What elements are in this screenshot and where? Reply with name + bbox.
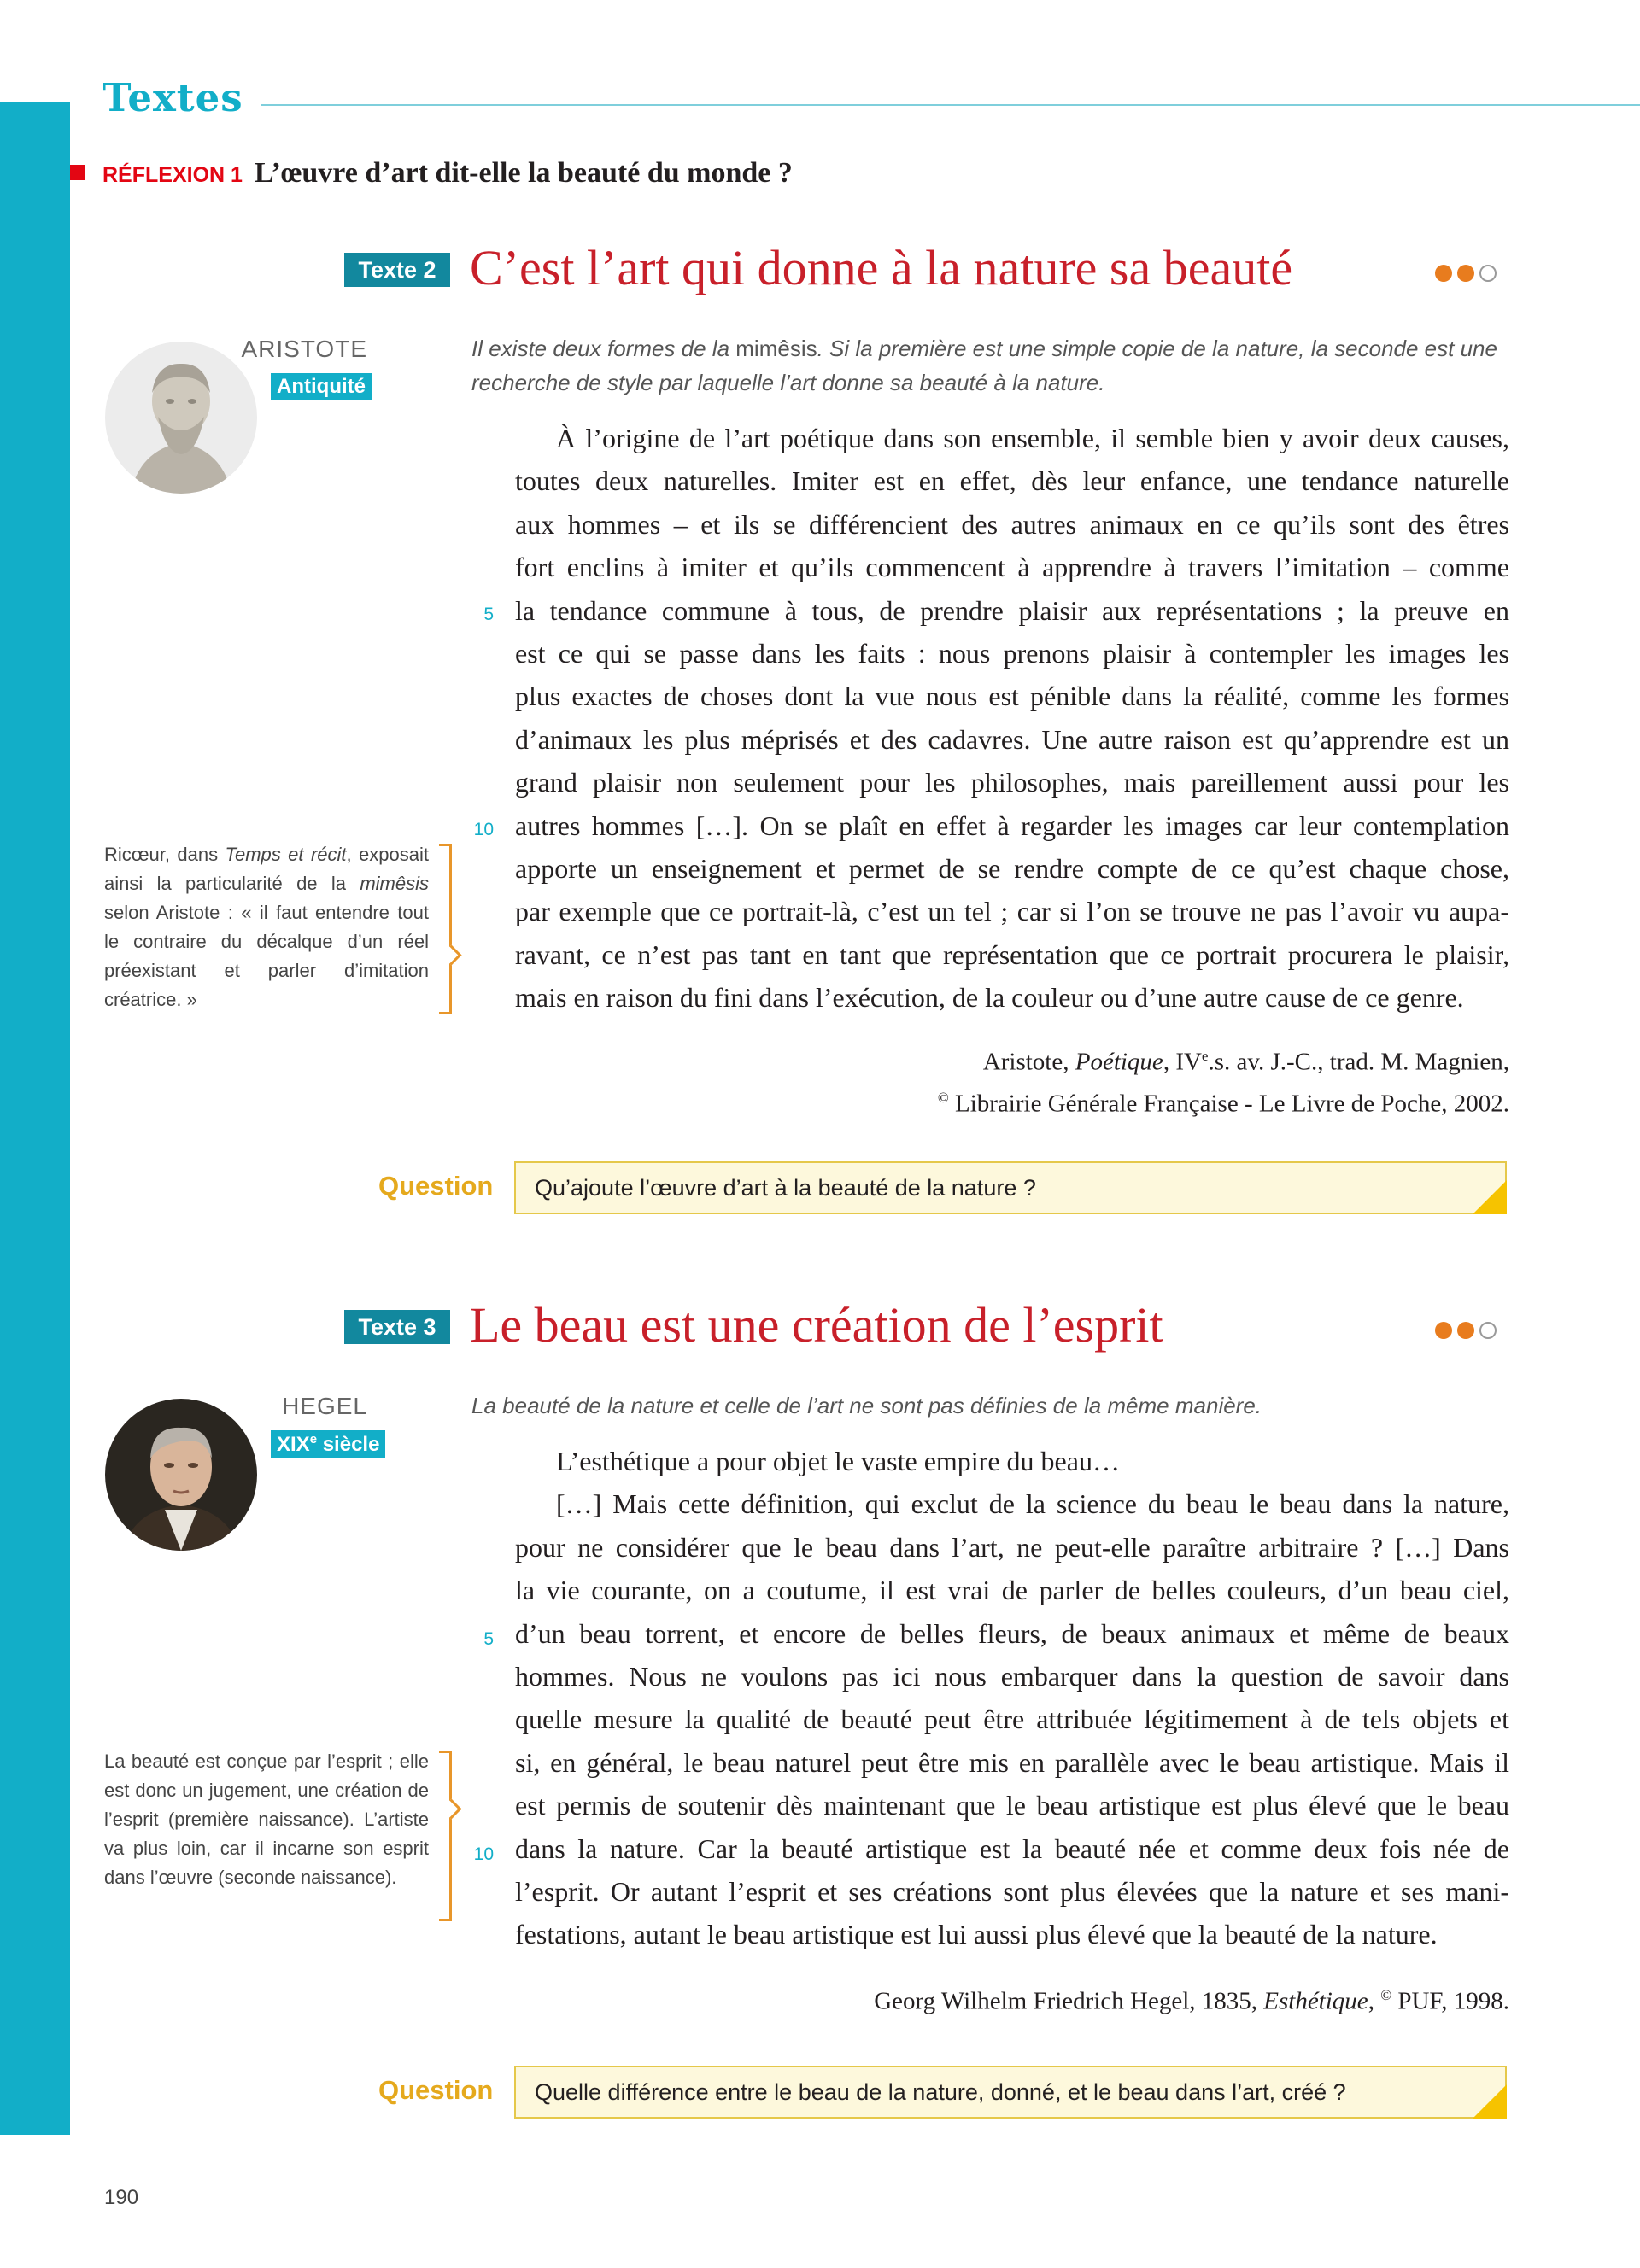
difficulty-dot-empty	[1479, 265, 1496, 282]
chapter-color-band	[0, 102, 70, 2135]
text-line: […] Mais cette définition, qui exclut de la science du beau le beau dans la nature,	[556, 1488, 1509, 1520]
note-work: Temps et récit	[225, 844, 347, 865]
difficulty-dot-empty	[1479, 1322, 1496, 1339]
texte-2-body	[515, 417, 1509, 1020]
text-line: ravant, ce n’est pas tant en tant que représentation que ce portrait procurera le plaisir,	[515, 938, 1509, 970]
note-text: selon Aristote : « il faut entendre tout le contraire du décalque d’un réel préexistant et parler d’imitation créatrice. »	[104, 902, 429, 1010]
texte-3-author: HEGEL	[282, 1393, 367, 1419]
line-number-5: 5	[483, 1629, 494, 1649]
reflexion-label: RÉFLEXION 1	[102, 163, 243, 187]
text-line: la vie courante, on a coutume, il est vrai de parler de belles couleurs, d’un beau ciel,	[515, 1575, 1509, 1606]
copyright-symbol: ©	[1380, 1987, 1392, 2003]
texte-2-author: ARISTOTE	[241, 336, 367, 362]
line-number-10: 10	[473, 1844, 494, 1864]
text-line: par exemple que ce portrait-là, c’est un tel ; car si l’on se trouve ne pas l’avoir vu aupa-	[515, 896, 1509, 927]
texte-3-badge: Texte 3	[344, 1310, 450, 1344]
text-line: autres hommes […]. On se plaît en effet à regarder les images car leur contemplation	[515, 810, 1509, 841]
text-line: pour ne considérer que le beau dans l’art, ne peut-elle paraître arbitraire ? […] Dans	[515, 1531, 1509, 1563]
text-line: aux hommes – et ils se différencient des autres animaux en ce qu’ils sont des êtres	[515, 508, 1509, 540]
question-text: Quelle différence entre le beau de la nature, donné, et le beau dans l’art, créé ?	[535, 2078, 1346, 2105]
texte-2-badge: Texte 2	[344, 253, 450, 287]
text-line: si, en général, le beau naturel peut être mis en parallèle avec le beau artistique. Mais il	[515, 1746, 1509, 1778]
period-suffix: siècle	[317, 1433, 380, 1456]
citation-work: Poétique	[1075, 1048, 1163, 1076]
aristote-portrait	[105, 342, 257, 494]
intro-text: . Si la première est une simple copie de la nature, la seconde est une recherche de style par laquelle l’art donne sa beauté à la nature.	[472, 336, 1497, 395]
text-line: quelle mesure la qualité de beauté peut être attribuée légitimement à de tels objets et	[515, 1704, 1509, 1735]
texte-3-margin-note: La beauté est conçue par l’esprit ; elle est donc un jugement, une création de l’esprit (première naissance). L’artiste va plus loin, car il incarne son esprit dans l’œuvre (seconde naissance).	[104, 1751, 429, 1888]
period-prefix: XIX	[277, 1433, 310, 1456]
citation-century-sup: e	[1201, 1048, 1209, 1064]
text-line: L’esthétique a pour objet le vaste empire du beau…	[556, 1446, 1120, 1476]
hegel-portrait	[105, 1399, 257, 1551]
citation-rest: .s. av. J.-C., trad. M. Magnien,	[1208, 1048, 1509, 1076]
citation-publisher: Librairie Générale Française - Le Livre de Poche, 2002.	[948, 1090, 1509, 1118]
text-line: mais en raison du fini dans l’exécution, de la couleur ou d’une autre cause de ce genre.	[515, 982, 1464, 1014]
question-text: Qu’ajoute l’œuvre d’art à la beauté de la nature ?	[535, 1174, 1036, 1201]
texte-3-period	[271, 1430, 385, 1458]
text-line: apporte un enseignement et permet de se rendre compte de ce qu’est chaque chose,	[515, 853, 1509, 885]
difficulty-dot-filled	[1457, 1322, 1474, 1339]
citation-work: Esthétique	[1263, 1987, 1368, 2015]
line-number-10: 10	[473, 820, 494, 839]
texte-2-citation	[938, 1038, 1509, 1121]
reflexion-title: L’œuvre d’art dit-elle la beauté du monde ?	[254, 157, 793, 189]
texte-2-title: C’est l’art qui donne à la nature sa beauté	[470, 240, 1293, 295]
text-line: la tendance commune à tous, de prendre plaisir aux représentations ; la preuve en	[515, 594, 1509, 626]
text-line: toutes deux naturelles. Imiter est en effet, dès leur enfance, une tendance naturelle	[515, 465, 1509, 497]
texte-3-citation	[874, 1978, 1509, 2020]
texte-2-period: Antiquité	[271, 373, 372, 400]
note-text: Ricœur, dans	[104, 844, 226, 865]
citation-publisher: PUF, 1998.	[1391, 1987, 1509, 2015]
note-term: mimêsis	[360, 873, 429, 894]
texte-3-question-box	[514, 2066, 1507, 2119]
text-line: d’un beau torrent, et encore de belles fleurs, de beaux animaux et même de beaux	[515, 1617, 1509, 1649]
texte-2-question-label: Question	[378, 1171, 494, 1201]
text-line: d’animaux les plus méprisés et des cadavres. Une autre raison est qu’apprendre est un	[515, 723, 1509, 755]
texte-2-intro	[472, 331, 1514, 400]
text-line: plus exactes de choses dont la vue nous est pénible dans la réalité, comme les formes	[515, 681, 1509, 712]
text-line: l’esprit. Or autant l’esprit et ses créations sont plus élevées que la nature et ses mani-	[515, 1876, 1509, 1908]
citation-author: Aristote,	[982, 1048, 1075, 1076]
difficulty-dot-filled	[1435, 265, 1452, 282]
text-line: À l’origine de l’art poétique dans son ensemble, il semble bien y avoir deux causes,	[556, 423, 1509, 453]
difficulty-dot-filled	[1457, 265, 1474, 282]
citation-century: IV	[1175, 1048, 1202, 1076]
reflexion-heading	[70, 157, 793, 190]
texte-2-margin-note	[104, 840, 429, 1014]
red-square-marker	[70, 165, 85, 180]
page-number: 190	[104, 2186, 139, 2209]
text-line: festations, autant le beau artistique est lui aussi plus élevé que la beauté de la nature.	[515, 1919, 1438, 1950]
citation-comma: ,	[1163, 1048, 1176, 1076]
difficulty-dot-filled	[1435, 1322, 1452, 1339]
text-line: hommes. Nous ne voulons pas ici nous embarquer dans la question de savoir dans	[515, 1661, 1509, 1692]
text-line: grand plaisir non seulement pour les philosophes, mais pareillement aussi pour les	[515, 767, 1509, 798]
texte-3-difficulty	[1435, 1322, 1496, 1339]
section-title: Textes	[102, 75, 243, 120]
citation-comma: ,	[1368, 1987, 1381, 2015]
question-fold-corner	[1473, 2084, 1507, 2119]
texte-3-intro: La beauté de la nature et celle de l’art ne sont pas définies de la même manière.	[472, 1393, 1262, 1418]
header-rule	[261, 104, 1640, 106]
note-bracket	[439, 844, 452, 1014]
note-bracket	[439, 1751, 452, 1921]
line-number-5: 5	[483, 605, 494, 624]
period-sup: e	[309, 1432, 318, 1447]
copyright-symbol: ©	[937, 1089, 949, 1106]
texte-2-difficulty	[1435, 265, 1496, 282]
texte-3-title: Le beau est une création de l’esprit	[470, 1297, 1163, 1353]
text-line: est ce qui se passe dans les faits : nous prenons plaisir à contempler les images les	[515, 638, 1509, 669]
text-line: fort enclins à imiter et qu’ils commencent à apprendre à travers l’imitation – comme	[515, 552, 1509, 583]
texte-3-body	[515, 1440, 1509, 1956]
citation-author: Georg Wilhelm Friedrich Hegel, 1835,	[874, 1987, 1264, 2015]
question-fold-corner	[1473, 1180, 1507, 1214]
text-line: dans la nature. Car la beauté artistique est la beauté née et comme deux fois née de	[515, 1833, 1509, 1864]
texte-2-question-box	[514, 1161, 1507, 1214]
intro-text: Il existe deux formes de la	[472, 336, 736, 361]
note-text: , exposait ainsi la particularité de la	[104, 844, 429, 894]
intro-term: mimêsis	[735, 336, 817, 361]
text-line: est permis de soutenir dès maintenant que le beau artistique est plus élevé que le beau	[515, 1790, 1509, 1821]
texte-3-question-label: Question	[378, 2075, 494, 2105]
